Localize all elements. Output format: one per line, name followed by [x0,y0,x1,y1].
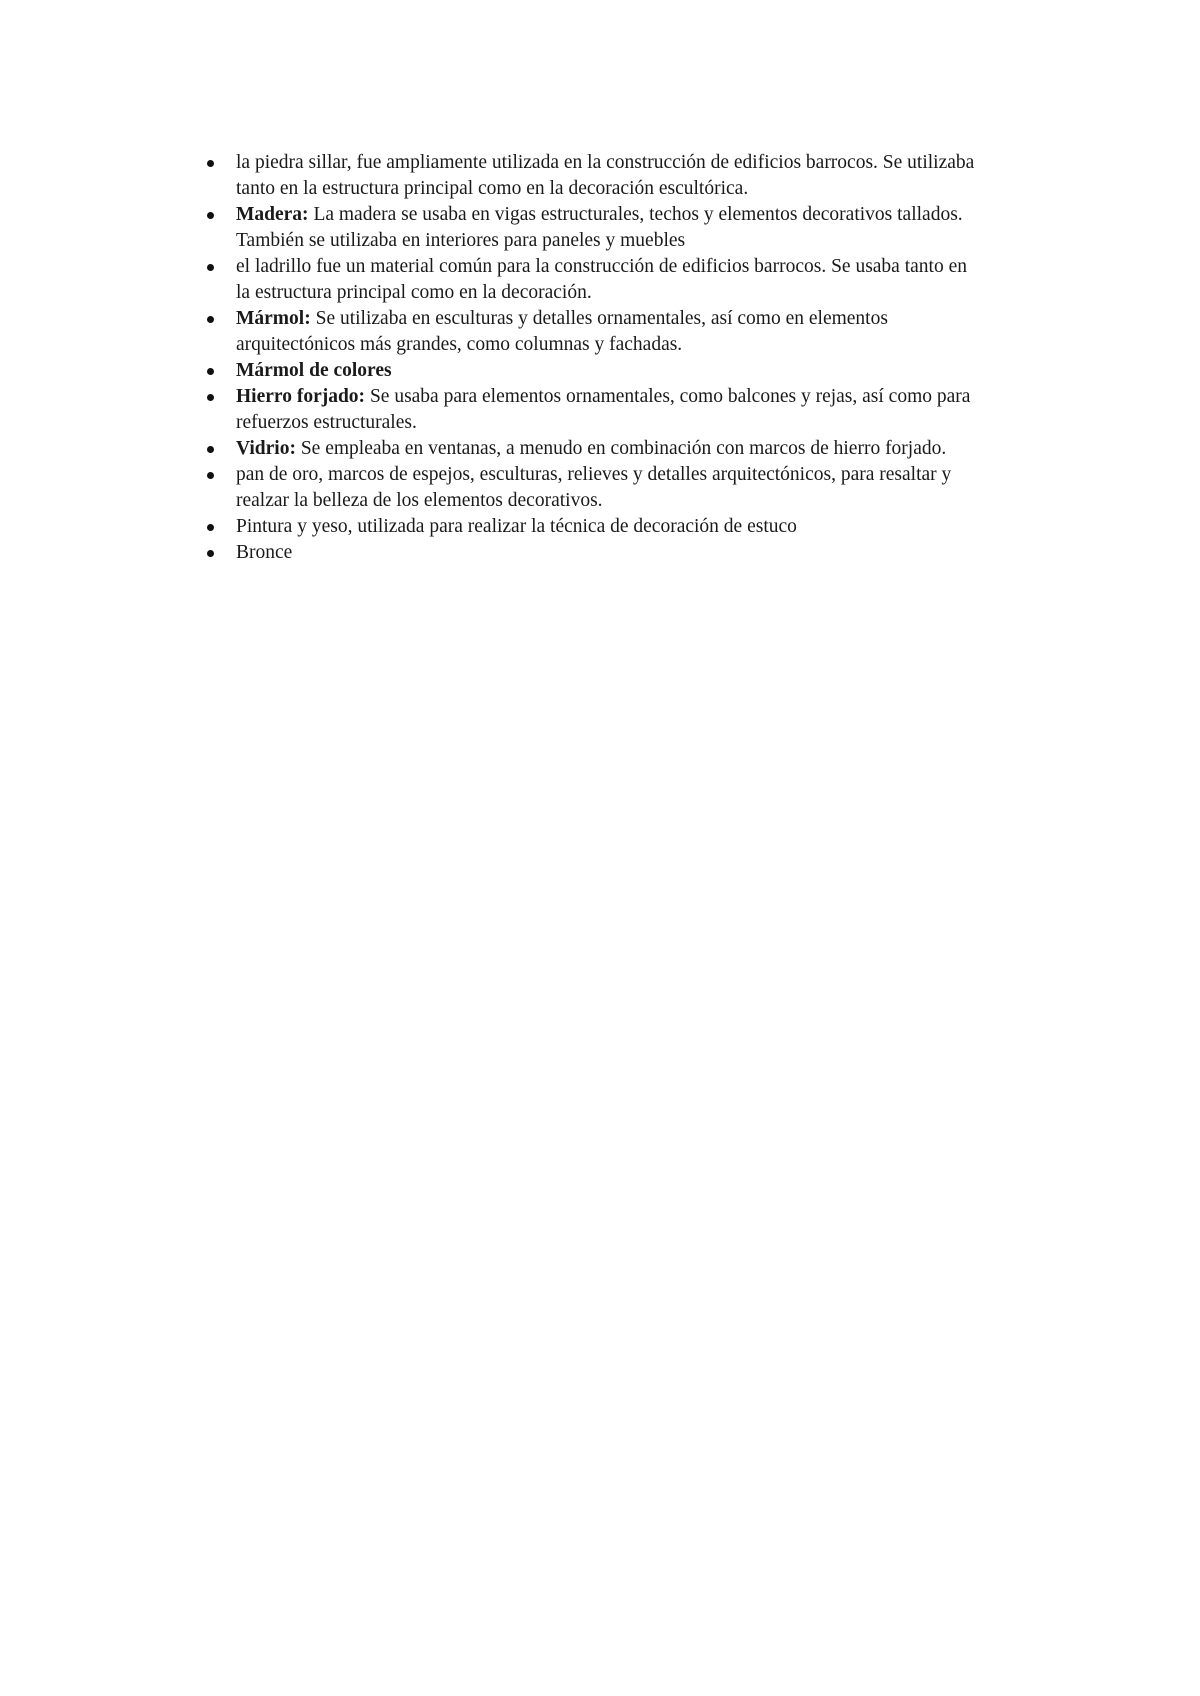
bullet-icon [207,368,214,375]
list-item [236,358,976,384]
item-term: Madera: [236,204,309,225]
list-item [236,306,976,358]
item-text: La madera se usaba en vigas estructurales, techos y elementos decorativos tallados. También se utilizaba en interiores para paneles y muebles [236,204,963,251]
bullet-icon [207,394,214,401]
list-item [236,436,976,462]
item-text: Se usaba para elementos ornamentales, como balcones y rejas, así como para refuerzos estructurales. [236,386,971,433]
item-text: la piedra sillar, fue ampliamente utilizada en la construcción de edificios barrocos. Se utilizaba tanto en la estructura principal como en la decoración escultórica. [236,152,975,199]
bullet-icon [207,316,214,323]
item-term: Mármol de colores [236,360,392,381]
item-term: Mármol: [236,308,311,329]
list-item [236,150,976,202]
list-item [236,202,976,254]
bullet-icon [207,550,214,557]
list-item [236,462,976,514]
item-text: Se empleaba en ventanas, a menudo en combinación con marcos de hierro forjado. [295,438,947,459]
list-item [236,254,976,306]
item-text: Bronce [236,542,293,563]
item-term: Vidrio: [236,438,296,459]
item-term: Hierro forjado: [236,386,366,407]
item-text: pan de oro, marcos de espejos, esculturas, relieves y detalles arquitectónicos, para resaltar y realzar la belleza de los elementos decorativos. [236,464,952,511]
bullet-icon [207,160,214,167]
bullet-icon [207,472,214,479]
item-text: Pintura y yeso, utilizada para realizar la técnica de decoración de estuco [236,516,797,537]
bullet-icon [207,264,214,271]
list-item [236,540,976,566]
item-text: Se utilizaba en esculturas y detalles ornamentales, así como en elementos arquitectónicos más grandes, como columnas y fachadas. [236,308,888,355]
bullet-icon [207,524,214,531]
list-item [236,514,976,540]
item-text: el ladrillo fue un material común para la construcción de edificios barrocos. Se usaba tanto en la estructura principal como en la decoración. [236,256,967,303]
materials-bullet-list [236,150,976,566]
list-item [236,384,976,436]
bullet-icon [207,446,214,453]
bullet-icon [207,212,214,219]
